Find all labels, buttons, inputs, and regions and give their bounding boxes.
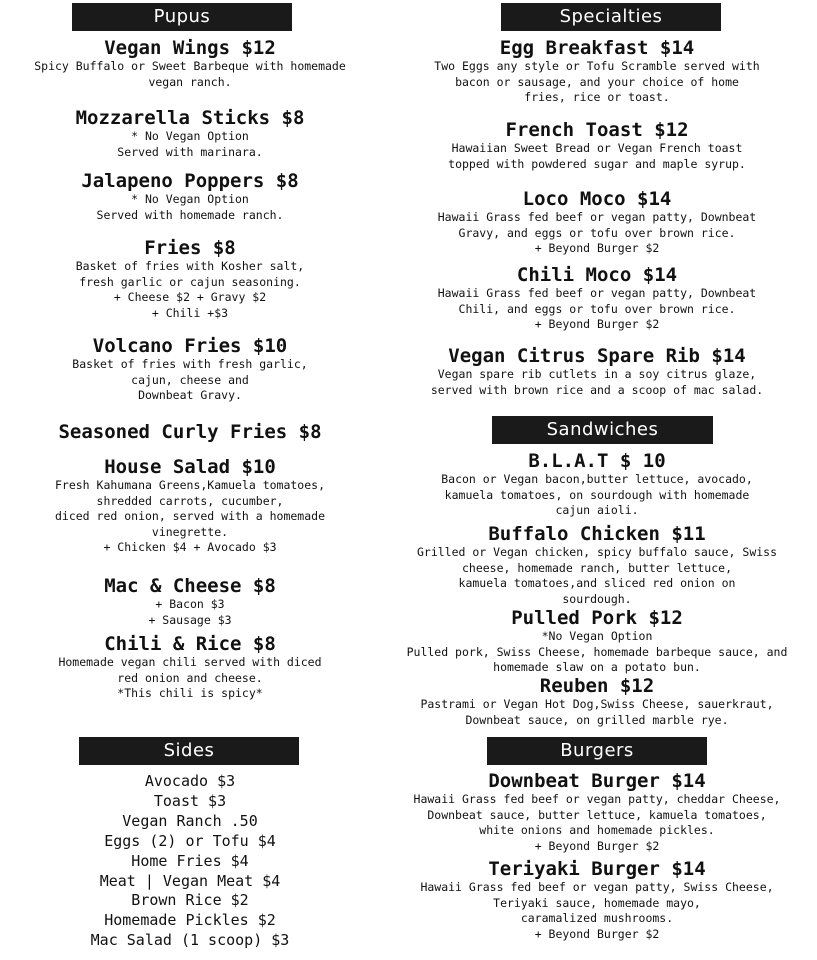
menu-item-curly-fries <box>0 421 380 443</box>
item-desc: Basket of fries with fresh garlic, <box>72 357 308 371</box>
side-item: Eggs (2) or Tofu $4 <box>104 832 276 850</box>
item-desc: shredded carrots, cucumber, <box>96 493 284 508</box>
menu-item-volcano-fries <box>0 335 380 404</box>
side-item: Vegan Ranch .50 <box>122 812 258 830</box>
menu-item-fries <box>0 237 380 321</box>
item-desc: served with brown rice and a scoop of mac salad. <box>430 382 764 397</box>
menu-item-loco-moco <box>392 188 802 257</box>
menu-item-vegan-wings <box>0 37 380 90</box>
item-desc: vinegrette. <box>151 524 229 539</box>
menu-item-house-salad <box>0 456 380 556</box>
item-desc: + Beyond Burger $2 <box>534 926 660 941</box>
side-item: Home Fries $4 <box>131 852 249 870</box>
item-title: Egg Breakfast $14 <box>499 37 695 59</box>
item-title: B.L.A.T $ 10 <box>528 450 666 472</box>
item-desc: diced red onion, served with a homemade <box>54 509 326 523</box>
item-desc: caramalized mushrooms. <box>520 911 674 925</box>
side-item: Homemade Pickles $2 <box>104 911 276 929</box>
item-desc: Served with homemade ranch. <box>96 207 284 222</box>
item-desc: Downbeat sauce, butter lettuce, kamuela tomatoes, <box>427 807 767 822</box>
menu-item-mac-cheese <box>0 575 380 628</box>
item-desc: cheese, homemade ranch, butter lettuce, <box>461 560 733 575</box>
item-desc: *No Vegan Option <box>541 629 653 643</box>
item-desc: cajun aioli. <box>555 503 639 517</box>
item-title: Buffalo Chicken $11 <box>488 523 706 545</box>
item-desc: Downbeat Gravy. <box>138 388 242 402</box>
item-desc: + Cheese $2 + Gravy $2 <box>113 290 267 304</box>
item-desc: Pulled pork, Swiss Cheese, homemade barbeque sauce, and <box>406 644 788 659</box>
menu-item-egg-breakfast <box>392 37 802 106</box>
menu-item-chili-moco <box>392 264 802 333</box>
side-item: Toast $3 <box>153 792 227 810</box>
item-title: Fries $8 <box>144 237 236 259</box>
item-desc: vegan ranch. <box>148 74 232 89</box>
item-desc: + Sausage $3 <box>148 612 232 627</box>
item-title: House Salad $10 <box>104 456 276 478</box>
item-desc: Hawaii Grass fed beef or vegan patty, cheddar Cheese, <box>413 792 781 806</box>
item-desc: fries, rice or toast. <box>524 90 670 104</box>
specialties-header: Specialties <box>501 3 721 31</box>
item-desc: + Chili +$3 <box>151 305 229 320</box>
item-desc: Hawaii Grass fed beef or vegan patty, Downbeat <box>437 210 757 224</box>
item-title: Downbeat Burger $14 <box>488 770 706 792</box>
item-title: Loco Moco $14 <box>522 188 672 210</box>
item-title: Vegan Wings $12 <box>104 37 276 59</box>
item-title: Mozzarella Sticks $8 <box>75 107 305 129</box>
item-desc: Hawaii Grass fed beef or vegan patty, Swiss Cheese, <box>420 880 774 894</box>
item-desc: red onion and cheese. <box>117 670 263 685</box>
item-desc: Pastrami or Vegan Hot Dog,Swiss Cheese, sauerkraut, <box>420 697 774 711</box>
item-title: Volcano Fries $10 <box>92 335 288 357</box>
item-desc: Hawaiian Sweet Bread or Vegan French toast <box>451 141 743 155</box>
item-desc: bacon or sausage, and your choice of home <box>455 74 739 89</box>
item-title: Vegan Citrus Spare Rib $14 <box>448 345 746 367</box>
item-desc: Homemade vegan chili served with diced <box>58 655 322 669</box>
menu-item-jalapeno-poppers <box>0 170 380 223</box>
item-desc: Chili, and eggs or tofu over brown rice. <box>458 301 736 316</box>
item-title: Chili & Rice $8 <box>104 633 276 655</box>
menu-item-french-toast <box>392 119 802 172</box>
item-title: Jalapeno Poppers $8 <box>81 170 299 192</box>
item-title: French Toast $12 <box>505 119 689 141</box>
item-desc: sourdough. <box>562 591 632 606</box>
menu-item-chili-rice <box>0 633 380 702</box>
item-title: Seasoned Curly Fries $8 <box>58 421 322 443</box>
menu-item-blat <box>392 450 802 519</box>
item-desc: *This chili is spicy* <box>117 686 263 700</box>
item-desc: Grilled or Vegan chicken, spicy buffalo sauce, Swiss <box>416 545 778 559</box>
item-title: Teriyaki Burger $14 <box>488 858 706 880</box>
item-desc: Served with marinara. <box>117 144 263 159</box>
item-desc: cajun, cheese and <box>131 372 249 387</box>
item-desc: + Beyond Burger $2 <box>534 241 660 255</box>
item-desc: + Chicken $4 + Avocado $3 <box>103 540 277 554</box>
sandwiches-header: Sandwiches <box>492 416 713 444</box>
menu-item-pulled-pork <box>392 607 802 676</box>
item-desc: + Beyond Burger $2 <box>534 838 660 853</box>
item-desc: Bacon or Vegan bacon,butter lettuce, avocado, <box>441 472 753 486</box>
item-desc: + Beyond Burger $2 <box>534 317 660 331</box>
menu-item-teriyaki-burger <box>392 858 802 942</box>
item-desc: Teriyaki sauce, homemade mayo, <box>493 895 701 910</box>
item-desc: Vegan spare rib cutlets in a soy citrus glaze, <box>437 367 757 381</box>
sides-header: Sides <box>79 737 299 765</box>
side-item: Avocado $3 <box>144 772 236 790</box>
item-desc: Spicy Buffalo or Sweet Barbeque with homemade <box>34 59 346 73</box>
item-desc: * No Vegan Option <box>131 192 249 206</box>
item-desc: Downbeat sauce, on grilled marble rye. <box>465 712 729 727</box>
side-item: Meat | Vegan Meat $4 <box>99 872 281 890</box>
item-desc: + Bacon $3 <box>155 597 225 611</box>
item-desc: Fresh Kahumana Greens,Kamuela tomatoes, <box>54 478 326 492</box>
item-title: Chili Moco $14 <box>516 264 678 286</box>
menu-item-reuben <box>392 675 802 728</box>
menu-item-mozzarella-sticks <box>0 107 380 160</box>
side-item: Mac Salad (1 scoop) $3 <box>90 931 290 949</box>
item-title: Pulled Pork $12 <box>511 607 683 629</box>
menu-item-buffalo-chicken <box>392 523 802 607</box>
item-desc: kamuela tomatoes,and sliced red onion on <box>458 576 736 590</box>
item-title: Reuben $12 <box>539 675 655 697</box>
item-title: Mac & Cheese $8 <box>104 575 276 597</box>
item-desc: * No Vegan Option <box>131 129 249 143</box>
item-desc: fresh garlic or cajun seasoning. <box>79 274 301 289</box>
menu-item-vegan-citrus-spare-rib <box>392 345 802 398</box>
item-desc: Basket of fries with Kosher salt, <box>75 259 305 273</box>
menu-item-downbeat-burger <box>392 770 802 854</box>
item-desc: homemade slaw on a potato bun. <box>493 660 701 674</box>
pupus-header: Pupus <box>72 3 292 31</box>
item-desc: Hawaii Grass fed beef or vegan patty, Downbeat <box>437 286 757 300</box>
side-item: Brown Rice $2 <box>131 891 249 909</box>
item-desc: white onions and homemade pickles. <box>479 823 715 837</box>
burgers-header: Burgers <box>487 737 707 765</box>
item-desc: kamuela tomatoes, on sourdough with homemade <box>444 487 750 502</box>
item-desc: Gravy, and eggs or tofu over brown rice. <box>458 225 736 240</box>
item-desc: Two Eggs any style or Tofu Scramble served with <box>434 59 760 73</box>
item-desc: topped with powdered sugar and maple syrup. <box>448 156 746 171</box>
